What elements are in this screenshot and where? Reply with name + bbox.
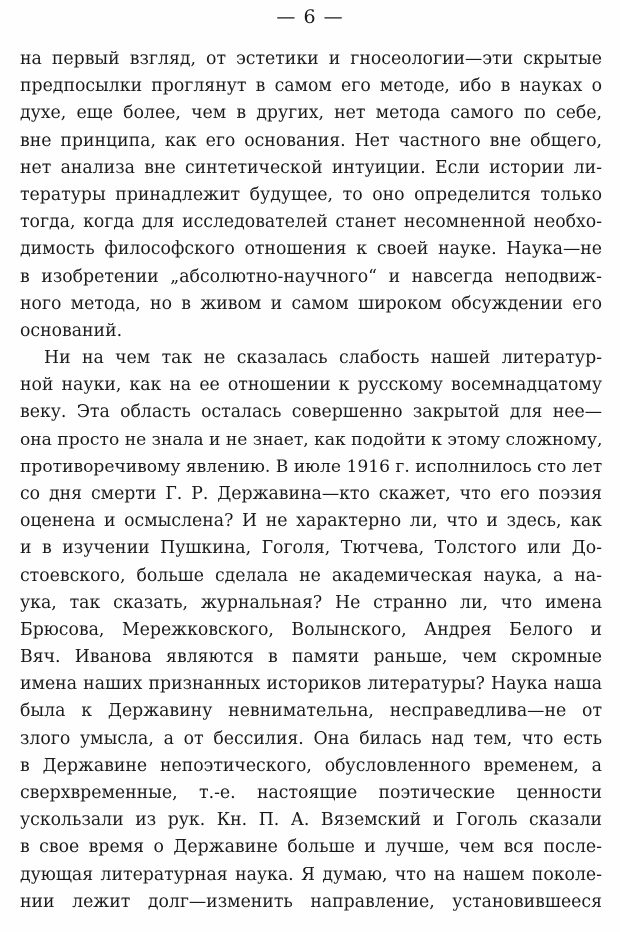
text-line: оснований. [20,320,123,341]
text-line: димость философского отношения к своей науке. Наука—не [20,239,602,260]
text-line: ной науки, как на ее отношении к русскому восемнадцатому [20,375,602,396]
text-line: противоречивому явлению. В июле 1916 г. исполнилось сто лет [20,456,603,477]
text-line: нии лежит долг—изменить направление, установившееся [20,891,602,912]
text-line: в Державине непоэтического, обусловленного временем, а [20,755,602,776]
text-line: нет анализа вне синтетической интуиции. Если истории ли- [20,157,602,178]
text-line: Брюсова, Мережковского, Волынского, Андрея Белого и [20,619,602,640]
paragraph-1 [20,46,602,345]
text-line: была к Державину невнимательна, несправедлива—не от [20,701,602,722]
text-line: предпосылки проглянут в самом его методе, ибо в науках о [20,76,602,97]
text-line: Ни на чем так не сказалась слабость нашей литератур- [44,348,602,368]
paragraph-2 [20,345,602,916]
text-line: ука, так сказать, журнальная? Не странно ли, что имена [20,592,602,613]
text-line: ного метода, но в живом и самом широком обсуждении его [20,293,602,314]
text-line: на первый взгляд, от эстетики и гносеологии—эти скрытые [20,49,602,69]
text-line: дующая литературная наука. Я думаю, что на нашем поколе- [20,864,602,885]
text-line: в изобретении „абсолютно-научного“ и навсегда неподвиж- [20,266,602,287]
text-line: тогда, когда для исследователей станет несомненной необхо- [20,212,602,233]
text-line: в свое время о Державине больше и лучше, чем вся после- [20,837,602,858]
text-line: веку. Эта область осталась совершенно закрытой для нее— [20,402,602,423]
text-line: тературы принадлежит будущее, то оно определится только [20,184,602,205]
page-number: — 6 — [276,6,344,28]
text-line: Вяч. Иванова являются в памяти раньше, чем скромные [20,647,602,668]
text-line: злого умысла, а от бессилия. Она билась над тем, что есть [20,728,602,749]
text-line: имена наших признанных историков литературы? Наука наша [20,674,602,695]
text-line: духе, еще более, чем в других, нет метода самого по себе, [20,103,602,124]
text-line: вне принципа, как его основания. Нет частного вне общего, [20,130,602,151]
text-line: ускользали из рук. Кн. П. А. Вяземский и Гоголь сказали [20,810,602,831]
text-line: оценена и осмыслена? И не характерно ли, что и здесь, как [20,511,602,532]
text-line: и в изучении Пушкина, Гоголя, Тютчева, Толстого или До- [20,538,602,559]
text-line: сверхвременные, т.-е. настоящие поэтические ценности [20,783,602,803]
text-line: со дня смерти Г. Р. Державина—кто скажет, что его поэзия [20,483,602,504]
text-line: стоевского, больше сделала не академическая наука, а на- [20,565,602,586]
text-line: она просто не знала и не знает, как подойти к этому сложному, [20,429,603,450]
